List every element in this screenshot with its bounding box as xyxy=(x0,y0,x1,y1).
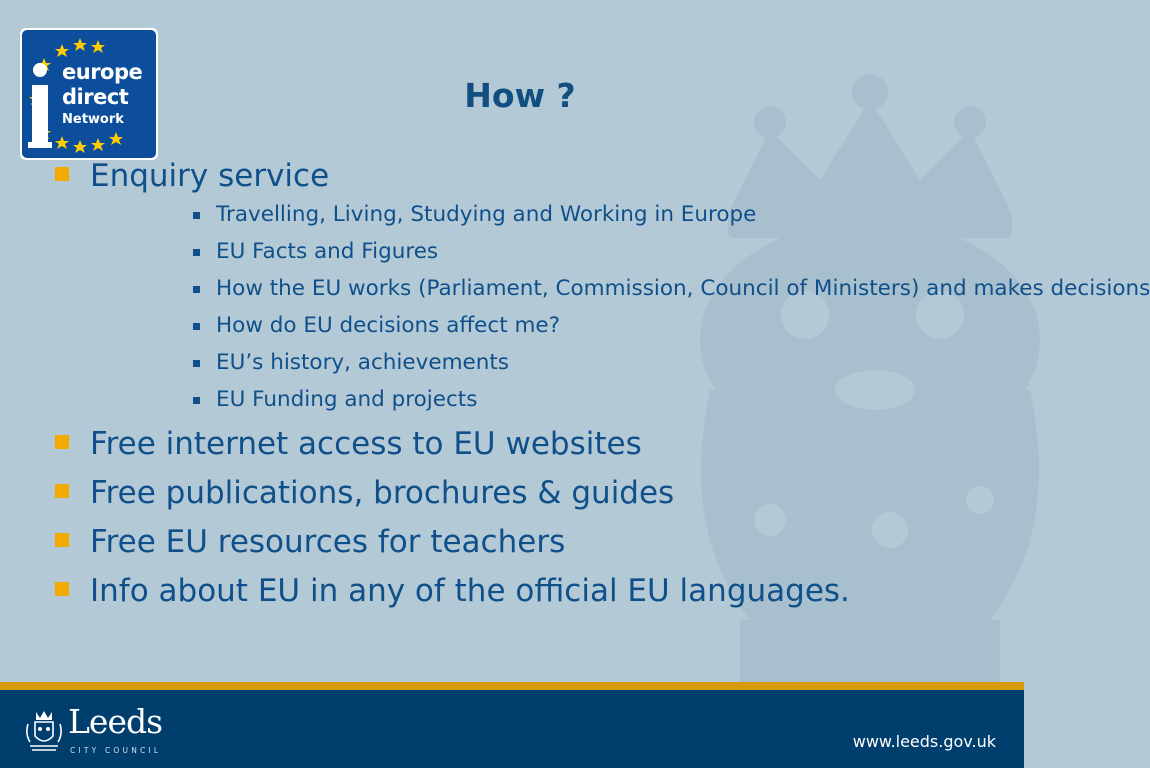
bullet-text: Enquiry service xyxy=(90,158,330,194)
small-square-bullet-icon xyxy=(193,212,200,219)
logo-text-europe: europe xyxy=(62,60,143,84)
website-url: www.leeds.gov.uk xyxy=(852,732,996,751)
city-council-label: CITY COUNCIL xyxy=(70,746,162,755)
slide-title: How ? xyxy=(464,76,576,115)
sub-bullet xyxy=(90,237,916,267)
bullet-text: Free internet access to EU websites xyxy=(90,426,642,462)
sub-bullet-text: EU Facts and Figures xyxy=(216,239,439,264)
bullet-internet-access xyxy=(52,424,1002,464)
small-square-bullet-icon xyxy=(193,323,200,330)
leeds-crest-icon xyxy=(24,708,64,752)
sub-bullet-text: EU Funding and projects xyxy=(216,387,478,412)
sub-bullet-text: How the EU works (Parliament, Commission, Council of Ministers) and makes decisions xyxy=(216,276,1150,301)
sub-bullet xyxy=(90,274,1150,304)
bullet-publications xyxy=(52,473,1002,513)
bullet-languages xyxy=(52,571,1002,611)
bullet-text: Free EU resources for teachers xyxy=(90,524,566,560)
bullet-teacher-resources xyxy=(52,522,1002,562)
sub-bullet-text: EU’s history, achievements xyxy=(216,350,510,375)
small-square-bullet-icon xyxy=(193,249,200,256)
small-square-bullet-icon xyxy=(193,286,200,293)
enquiry-sublist xyxy=(90,200,1150,415)
sub-bullet xyxy=(90,348,916,378)
sub-bullet xyxy=(90,200,916,230)
bullet-enquiry-service xyxy=(52,156,1150,415)
sub-bullet-text: Travelling, Living, Studying and Working in Europe xyxy=(216,202,757,227)
square-bullet-icon xyxy=(55,167,69,181)
bullet-text: Info about EU in any of the official EU languages. xyxy=(90,573,850,609)
logo-text-network: Network xyxy=(62,112,124,127)
leeds-wordmark: Leeds xyxy=(68,702,163,741)
small-square-bullet-icon xyxy=(193,360,200,367)
square-bullet-icon xyxy=(55,484,69,498)
bullet-text: Free publications, brochures & guides xyxy=(90,475,675,511)
square-bullet-icon xyxy=(55,533,69,547)
logo-text-direct: direct xyxy=(62,85,129,109)
sub-bullet-text: How do EU decisions affect me? xyxy=(216,313,561,338)
square-bullet-icon xyxy=(55,435,69,449)
sub-bullet xyxy=(90,385,916,415)
bullet-list xyxy=(52,156,1150,620)
small-square-bullet-icon xyxy=(193,397,200,404)
sub-bullet xyxy=(90,311,916,341)
footer-bar xyxy=(0,682,1024,768)
square-bullet-icon xyxy=(55,582,69,596)
